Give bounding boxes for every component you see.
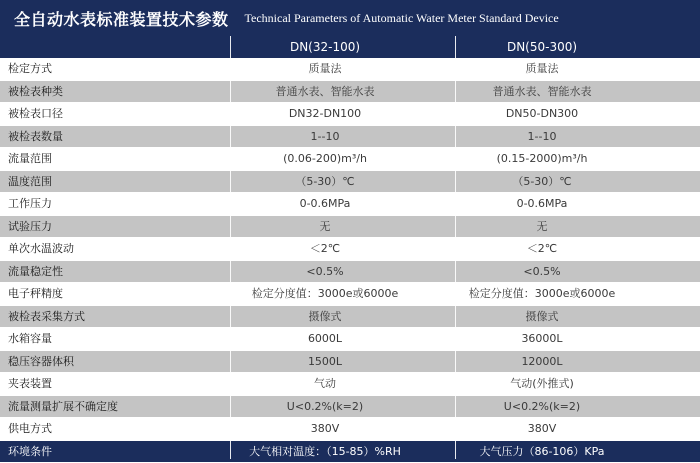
value-dn32-100: ＜2℃ — [225, 238, 425, 260]
value-dn50-300: 36000L — [432, 328, 652, 350]
table-row — [0, 58, 700, 81]
parameter-label: 电子秤精度 — [8, 283, 63, 305]
parameter-label: 供电方式 — [8, 418, 52, 440]
value-dn50-300: DN50-DN300 — [432, 103, 652, 125]
value-dn32-100: 检定分度值：3000e或6000e — [225, 283, 425, 305]
value-dn50-300: 0-0.6MPa — [432, 193, 652, 215]
parameter-label: 流量范围 — [8, 148, 52, 170]
value-dn32-100: （5-30）℃ — [225, 171, 425, 193]
value-dn32-100: DN32-DN100 — [225, 103, 425, 125]
table-row — [0, 283, 700, 306]
value-dn50-300: 380V — [432, 418, 652, 440]
table-header — [0, 36, 700, 58]
value-dn50-300: (0.15-2000)m³/h — [432, 148, 652, 170]
table-row — [0, 126, 700, 149]
parameter-label: 被检表种类 — [8, 81, 63, 103]
table-row — [0, 238, 700, 261]
title-bar — [0, 0, 700, 36]
value-dn50-300: 气动(外推式) — [432, 373, 652, 395]
parameter-label: 试验压力 — [8, 216, 52, 238]
value-dn32-100: U<0.2%(k=2) — [225, 396, 425, 418]
value-dn50-300: U<0.2%(k=2) — [432, 396, 652, 418]
value-dn50-300: 1--10 — [432, 126, 652, 148]
parameter-label: 检定方式 — [8, 58, 52, 80]
parameter-label: 温度范围 — [8, 171, 52, 193]
parameter-label: 工作压力 — [8, 193, 52, 215]
value-dn32-100: 1500L — [225, 351, 425, 373]
value-dn32-100: 大气相对温度：（15-85）%RH — [225, 441, 425, 463]
parameter-label: 被检表口径 — [8, 103, 63, 125]
parameter-label: 环境条件 — [8, 441, 52, 463]
value-dn32-100: <0.5% — [225, 261, 425, 283]
value-dn50-300: 摄像式 — [432, 306, 652, 328]
value-dn32-100: 普通水表、智能水表 — [225, 81, 425, 103]
value-dn32-100: 质量法 — [225, 58, 425, 80]
value-dn32-100: 气动 — [225, 373, 425, 395]
value-dn50-300: 12000L — [432, 351, 652, 373]
parameter-label: 单次水温波动 — [8, 238, 74, 260]
column-divider — [230, 36, 231, 459]
value-dn50-300: 检定分度值：3000e或6000e — [432, 283, 652, 305]
title-english: Technical Parameters of Automatic Water Meter Standard Device — [245, 11, 559, 26]
value-dn50-300: （5-30）℃ — [432, 171, 652, 193]
parameter-label: 被检表数量 — [8, 126, 63, 148]
table-row — [0, 148, 700, 171]
value-dn50-300: 大气压力（86-106）KPa — [432, 441, 652, 463]
parameter-label: 稳压容器体积 — [8, 351, 74, 373]
value-dn50-300: 质量法 — [432, 58, 652, 80]
value-dn50-300: 普通水表、智能水表 — [432, 81, 652, 103]
header-dn50-300: DN(50-300) — [432, 36, 652, 58]
header-dn32-100: DN(32-100) — [225, 36, 425, 58]
value-dn32-100: (0.06-200)m³/h — [225, 148, 425, 170]
table-row — [0, 373, 700, 396]
parameter-label: 流量测量扩展不确定度 — [8, 396, 118, 418]
parameter-table — [0, 58, 700, 463]
value-dn32-100: 0-0.6MPa — [225, 193, 425, 215]
table-row — [0, 351, 700, 374]
value-dn50-300: <0.5% — [432, 261, 652, 283]
parameter-label: 夹表装置 — [8, 373, 52, 395]
value-dn50-300: 无 — [432, 216, 652, 238]
table-row — [0, 216, 700, 239]
table-row — [0, 81, 700, 104]
table-row — [0, 396, 700, 419]
table-row — [0, 171, 700, 194]
table-row — [0, 418, 700, 441]
title-chinese: 全自动水表标准装置技术参数 — [14, 7, 229, 30]
value-dn32-100: 摄像式 — [225, 306, 425, 328]
table-row — [0, 261, 700, 284]
value-dn50-300: ＜2℃ — [432, 238, 652, 260]
value-dn32-100: 无 — [225, 216, 425, 238]
value-dn32-100: 6000L — [225, 328, 425, 350]
parameter-label: 水箱容量 — [8, 328, 52, 350]
parameter-label: 流量稳定性 — [8, 261, 63, 283]
value-dn32-100: 1--10 — [225, 126, 425, 148]
column-divider — [455, 36, 456, 459]
table-row — [0, 441, 700, 463]
table-row — [0, 306, 700, 329]
table-row — [0, 328, 700, 351]
table-row — [0, 193, 700, 216]
value-dn32-100: 380V — [225, 418, 425, 440]
parameter-label: 被检表采集方式 — [8, 306, 85, 328]
table-row — [0, 103, 700, 126]
